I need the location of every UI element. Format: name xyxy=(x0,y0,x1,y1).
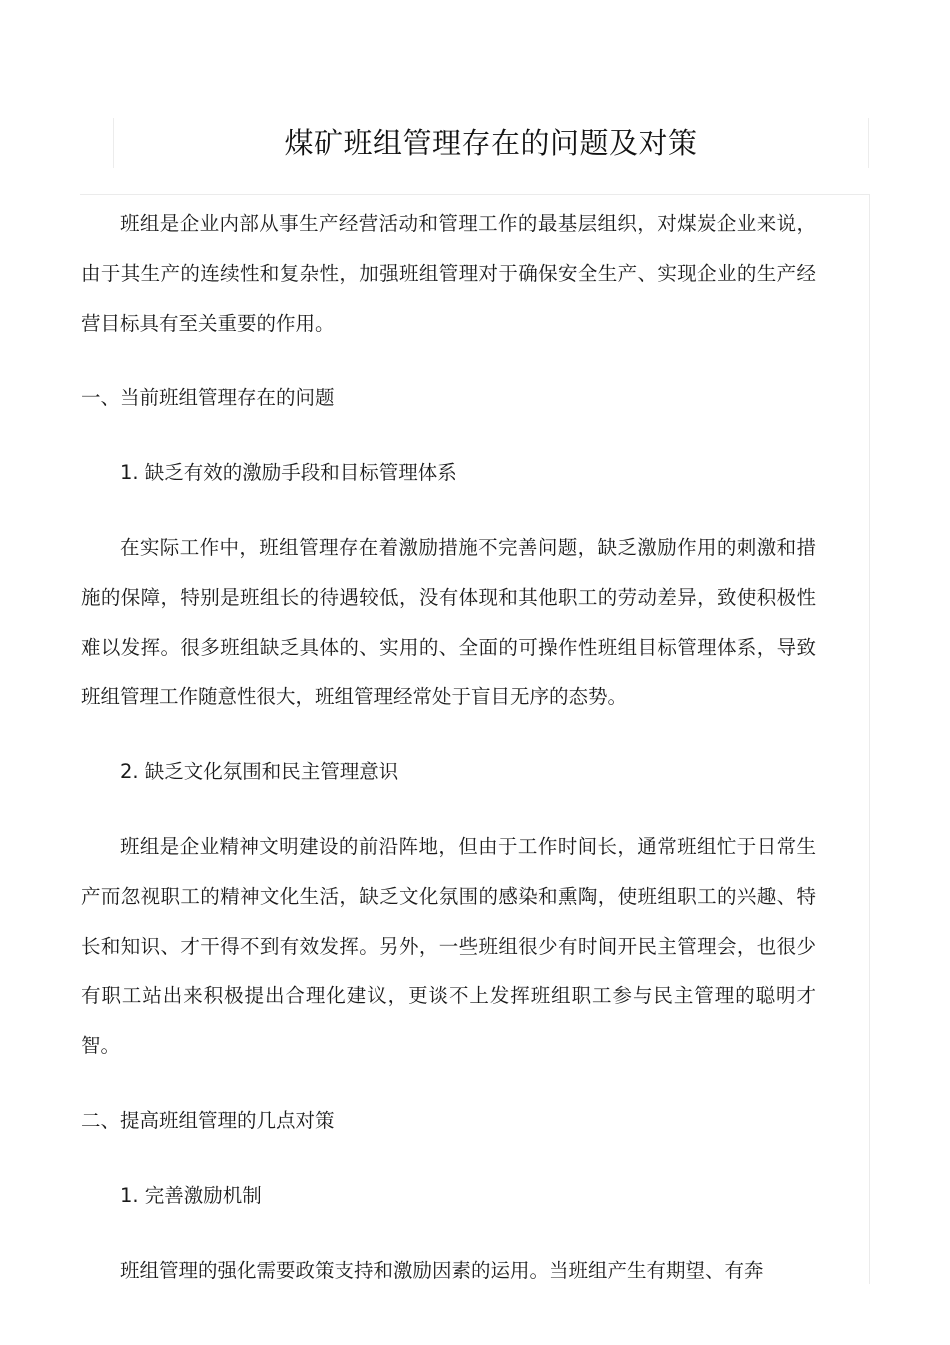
subsection-heading-incentives: 1. 缺乏有效的激励手段和目标管理体系 xyxy=(120,461,457,485)
subsection-heading-improve-incentives: 1. 完善激励机制 xyxy=(120,1183,262,1207)
paragraph-culture: 班组是企业精神文明建设的前沿阵地，但由于工作时间长，通常班组忙于日常生产而忽视职工的精神文化生活，缺乏文化氛围的感染和熏陶，使班组职工的兴趣、特长和知识、才干得不到有效发挥。另外，一些班组很少有时间开民主管理会，也很少有职工站出来积极提出合理化建议，更谈不上发挥班组职工参与民主管理的聪明才智。 xyxy=(81,834,816,1058)
page-title: 煤矿班组管理存在的问题及对策 xyxy=(284,126,698,160)
document-body xyxy=(81,199,816,1295)
title-divider xyxy=(80,194,870,195)
paragraph-improve-incentives: 班组管理的强化需要政策支持和激励因素的运用。当班组产生有期望、有奔 xyxy=(120,1258,764,1282)
subsection-heading-culture: 2. 缺乏文化氛围和民主管理意识 xyxy=(120,760,399,784)
section-heading-problems: 一、当前班组管理存在的问题 xyxy=(81,386,335,410)
right-margin-line xyxy=(869,194,870,1284)
paragraph-incentives: 在实际工作中，班组管理存在着激励措施不完善问题，缺乏激励作用的刺激和措施的保障，特别是班组长的待遇较低，没有体现和其他职工的劳动差异，致使积极性难以发挥。很多班组缺乏具体的、实用的、全面的可操作性班组目标管理体系，导致班组管理工作随意性很大，班组管理经常处于盲目无序的态势。 xyxy=(81,535,816,709)
section-heading-countermeasures: 二、提高班组管理的几点对策 xyxy=(81,1108,335,1132)
intro-paragraph: 班组是企业内部从事生产经营活动和管理工作的最基层组织，对煤炭企业来说，由于其生产的连续性和复杂性，加强班组管理对于确保安全生产、实现企业的生产经营目标具有至关重要的作用。 xyxy=(81,212,816,335)
